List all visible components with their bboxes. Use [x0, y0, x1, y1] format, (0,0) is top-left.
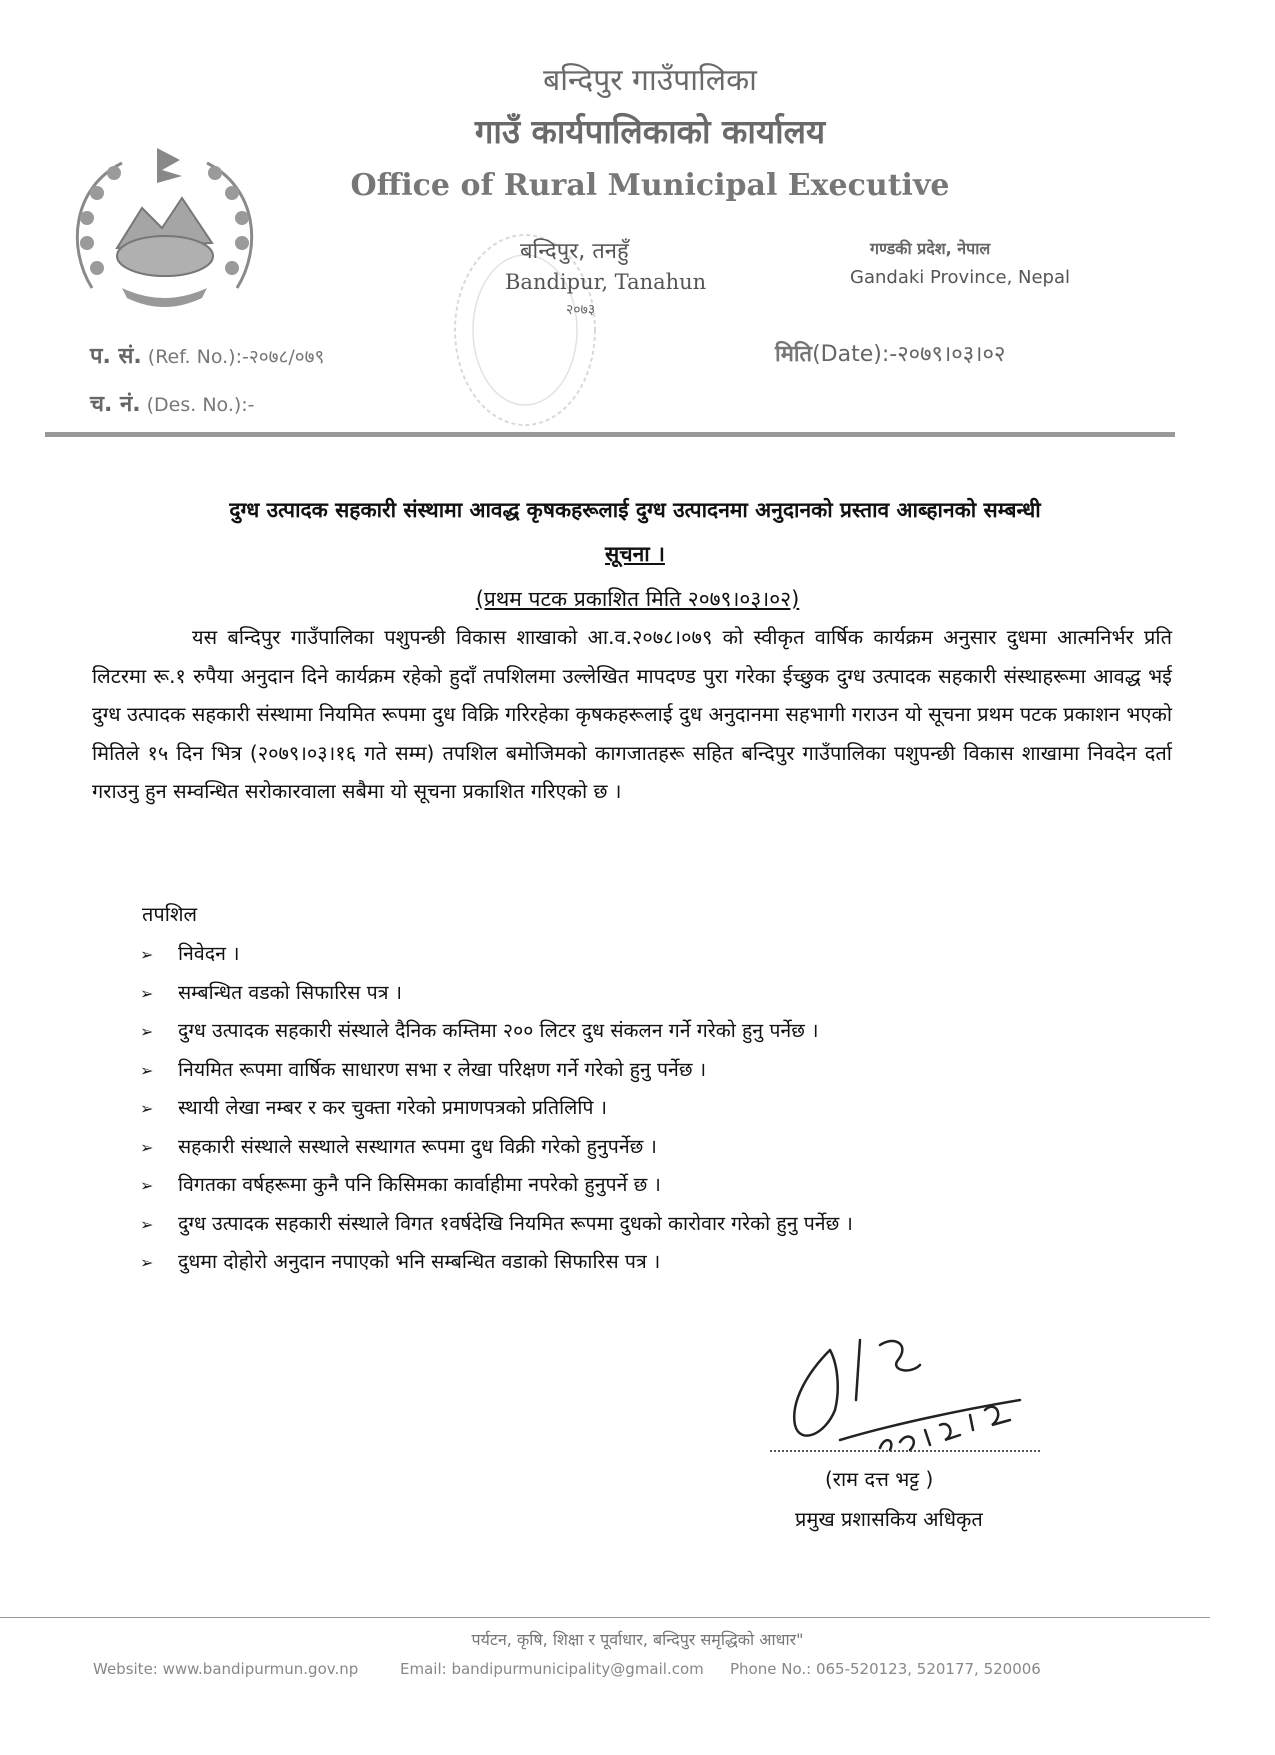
signature-dotted-line	[770, 1450, 1040, 1452]
footer-phone: Phone No.: 065-520123, 520177, 520006	[730, 1660, 1041, 1678]
list-item: ➢ स्थायी लेखा नम्बर र कर चुक्ता गरेको प्रमाणपत्रको प्रतिलिपि ।	[140, 1089, 1180, 1128]
list-item: ➢ सम्बन्धित वडको सिफारिस पत्र ।	[140, 974, 1180, 1013]
municipality-name-np: बन्दिपुर गाउँपालिका	[543, 63, 757, 98]
arrow-bullet-icon: ➢	[140, 1176, 154, 1195]
reference-number	[90, 340, 324, 370]
footer-email: Email: bandipurmunicipality@gmail.com	[400, 1660, 704, 1678]
arrow-bullet-icon: ➢	[140, 1253, 154, 1272]
ref-label-en: (Ref. No.):-	[147, 346, 249, 368]
list-item: ➢ विगतका वर्षहरूमा कुनै पनि किसिमका कार्वाहीमा नपरेको हुनुपर्ने छ ।	[140, 1166, 1180, 1205]
arrow-bullet-icon: ➢	[140, 1099, 154, 1118]
list-heading: तपशिल	[142, 902, 198, 926]
province-en: Gandaki Province, Nepal	[850, 267, 1071, 288]
published-date-line: (प्रथम पटक प्रकाशित मिति २०७९।०३।०२)	[475, 587, 800, 611]
dispatch-number	[90, 388, 255, 418]
header-divider	[45, 432, 1175, 437]
arrow-bullet-icon: ➢	[140, 1060, 154, 1080]
notice-paragraph	[92, 618, 1172, 811]
date-label-en: (Date):-	[812, 342, 898, 367]
date-value: २०७९।०३।०२	[897, 342, 1006, 367]
ref-value: २०७८/०७९	[248, 346, 325, 368]
list-item: ➢ नियमित रूपमा वार्षिक साधारण सभा र लेखा परिक्षण गर्ने गरेको हुनु पर्नेछ ।	[140, 1051, 1180, 1090]
nepal-emblem-logo	[62, 138, 267, 313]
list-item: ➢ दुग्ध उत्पादक सहकारी संस्थाले विगत १वर्षदेखि नियमित रूपमा दुधको कारोवार गरेको हुनु पर्नेछ ।	[140, 1205, 1180, 1244]
arrow-bullet-icon: ➢	[140, 1022, 154, 1041]
signatory-name: (राम दत्त भट्ट )	[825, 1467, 934, 1491]
requirements-list	[140, 935, 1180, 1282]
list-item: ➢ सहकारी संस्थाले सस्थाले सस्थागत रूपमा दुध विक्री गरेको हुनुपर्नेछ ।	[140, 1128, 1180, 1167]
location-np: बन्दिपुर, तनहुँ	[520, 239, 629, 264]
arrow-bullet-icon: ➢	[140, 1137, 154, 1157]
location-en: Bandipur, Tanahun	[505, 270, 707, 294]
handwritten-signature	[770, 1330, 1040, 1470]
date-label-np: मिति	[775, 342, 813, 367]
ref-label-np: प. सं.	[90, 344, 142, 369]
list-item: ➢ दुग्ध उत्पादक सहकारी संस्थाले दैनिक कम्तिमा २०० लिटर दुध संकलन गर्ने गरेको हुनु पर्नेछ ।	[140, 1012, 1180, 1051]
notice-title	[80, 488, 1190, 576]
arrow-bullet-icon: ➢	[140, 945, 154, 964]
des-label-en: (Des. No.):-	[146, 394, 255, 416]
seal-year: २०७३	[566, 302, 596, 318]
office-name-np: गाउँ कार्यपालिकाको कार्यालय	[474, 112, 826, 151]
arrow-bullet-icon: ➢	[140, 1214, 154, 1234]
footer-divider	[0, 1617, 1210, 1618]
notice-paragraph-text: यस बन्दिपुर गाउँपालिका पशुपन्छी विकास शाखाको आ.व.२०७८।०७९ को स्वीकृत वार्षिक कार्यक्रम अनुसार दुधमा आत्मनिर्भर प्रति लिटरमा रू.१ रुपैया अनुदान दिने कार्यक्रम रहेको हुदाँ तपशिलमा उल्लेखित मापदण्ड पुरा गरेका ईच्छुक दुग्ध उत्पादक सहकारी संस्थाहरूमा आवद्ध भई दुग्ध उत्पादक सहकारी संस्थामा नियमित रूपमा दुध विक्रि गरिरहेका कृषकहरूलाई दुध अनुदानमा सहभागी गराउन यो सूचना प्रथम पटक प्रकाशन भएको मितिले १५ दिन भित्र (२०७९।०३।१६ गते सम्म) तपशिल बमोजिमको कागजातहरू सहित बन्दिपुर गाउँपालिका पशुपन्छी विकास शाखामा निवदेन दर्ता गराउनु हुन सम्वन्धित सरोकारवाला सबैमा यो सूचना प्रकाशित गरिएको छ ।	[92, 625, 1172, 803]
notice-title-line1: दुग्ध उत्पादक सहकारी संस्थामा आवद्ध कृषकहरूलाई दुग्ध उत्पादनमा अनुदानको प्रस्ताव आब्हानको सम्बन्धी	[229, 498, 1041, 522]
footer-website: Website: www.bandipurmun.gov.np	[93, 1660, 359, 1678]
arrow-bullet-icon: ➢	[140, 983, 154, 1003]
list-item: ➢ निवेदन ।	[140, 935, 1180, 974]
notice-title-line2: सूचना ।	[605, 542, 665, 566]
footer-motto: पर्यटन, कृषि, शिक्षा र पूर्वाधार, बन्दिपुर समृद्धिको आधार"	[471, 1630, 804, 1649]
des-label-np: च. नं.	[90, 392, 141, 417]
office-name-en: Office of Rural Municipal Executive	[350, 168, 950, 203]
document-date	[775, 338, 1005, 368]
signatory-title: प्रमुख प्रशासकिय अधिकृत	[795, 1507, 983, 1531]
province-np: गण्डकी प्रदेश, नेपाल	[870, 239, 991, 258]
list-item: ➢ दुधमा दोहोरो अनुदान नपाएको भनि सम्बन्धित वडाको सिफारिस पत्र ।	[140, 1243, 1180, 1282]
